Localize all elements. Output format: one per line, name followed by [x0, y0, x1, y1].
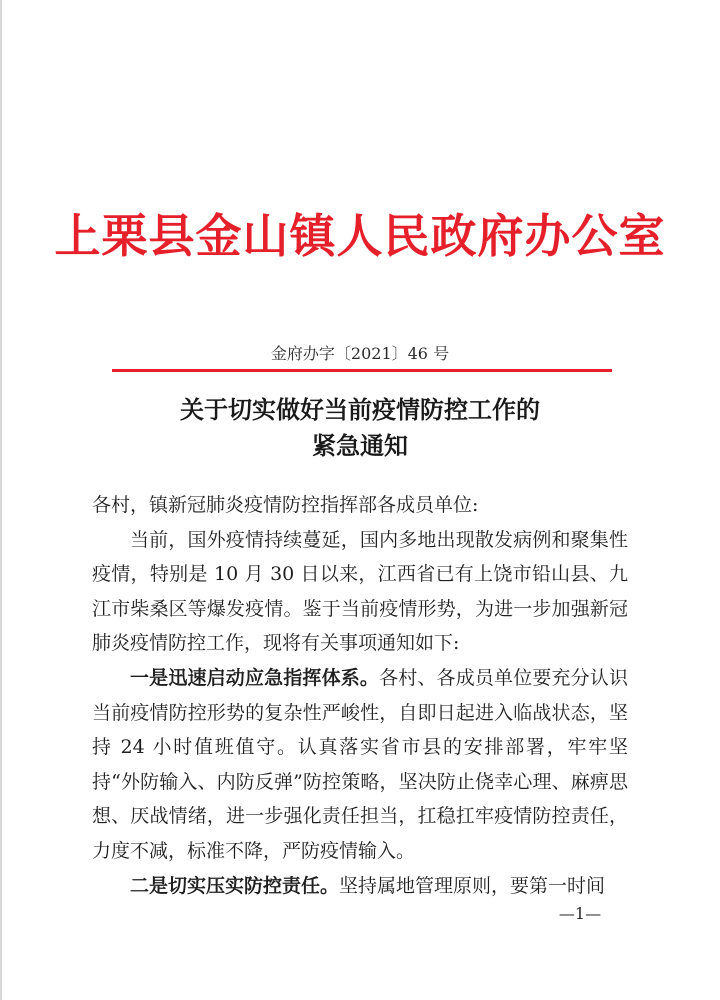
addressee-line: 各村，镇新冠肺炎疫情防控指挥部各成员单位: — [92, 494, 479, 516]
notice-title-line-2: 紧急通知 — [312, 431, 408, 460]
page-number: —1— — [558, 904, 602, 923]
red-separator-line — [112, 369, 612, 372]
notice-title — [0, 392, 720, 464]
issuing-organization-title: 上栗县金山镇人民政府办公室 — [54, 209, 666, 263]
item-1-paragraph — [92, 661, 628, 869]
item-1-text: 各村、各成员单位要充分认识当前疫情防控形势的复杂性严峻性，自即日起进入临战状态，坚持 24 小时值班值守。认真落实省市县的安排部署，牢牢坚持“外防输入、内防反弹”防控策略，坚决防止侥幸心理、麻痹思想、厌战情绪，进一步强化责任担当，扛稳扛牢疫情防控责任，力度不减，标准不降，严防疫情输入。 — [92, 666, 628, 862]
notice-title-line-1: 关于切实做好当前疫情防控工作的 — [180, 395, 540, 424]
page-edge — [0, 0, 2, 1000]
intro-paragraph: 当前，国外疫情持续蔓延，国内多地出现散发病例和聚集性疫情，特别是 10 月 30 日以来，江西省已有上饶市铅山县、九江市柴桑区等爆发疫情。鉴于当前疫情形势，为进一步加强新冠肺炎疫情防控工作，现将有关事项通知如下: — [92, 528, 628, 655]
item-2-paragraph — [92, 869, 628, 904]
item-1-heading: 一是迅速启动应急指挥体系。 — [130, 666, 380, 689]
item-2-text: 坚持属地管理原则，要第一时间 — [339, 874, 606, 897]
document-number: 金府办字〔2021〕46 号 — [270, 344, 450, 363]
item-2-heading: 二是切实压实防控责任。 — [130, 874, 340, 897]
notice-body — [92, 488, 628, 903]
